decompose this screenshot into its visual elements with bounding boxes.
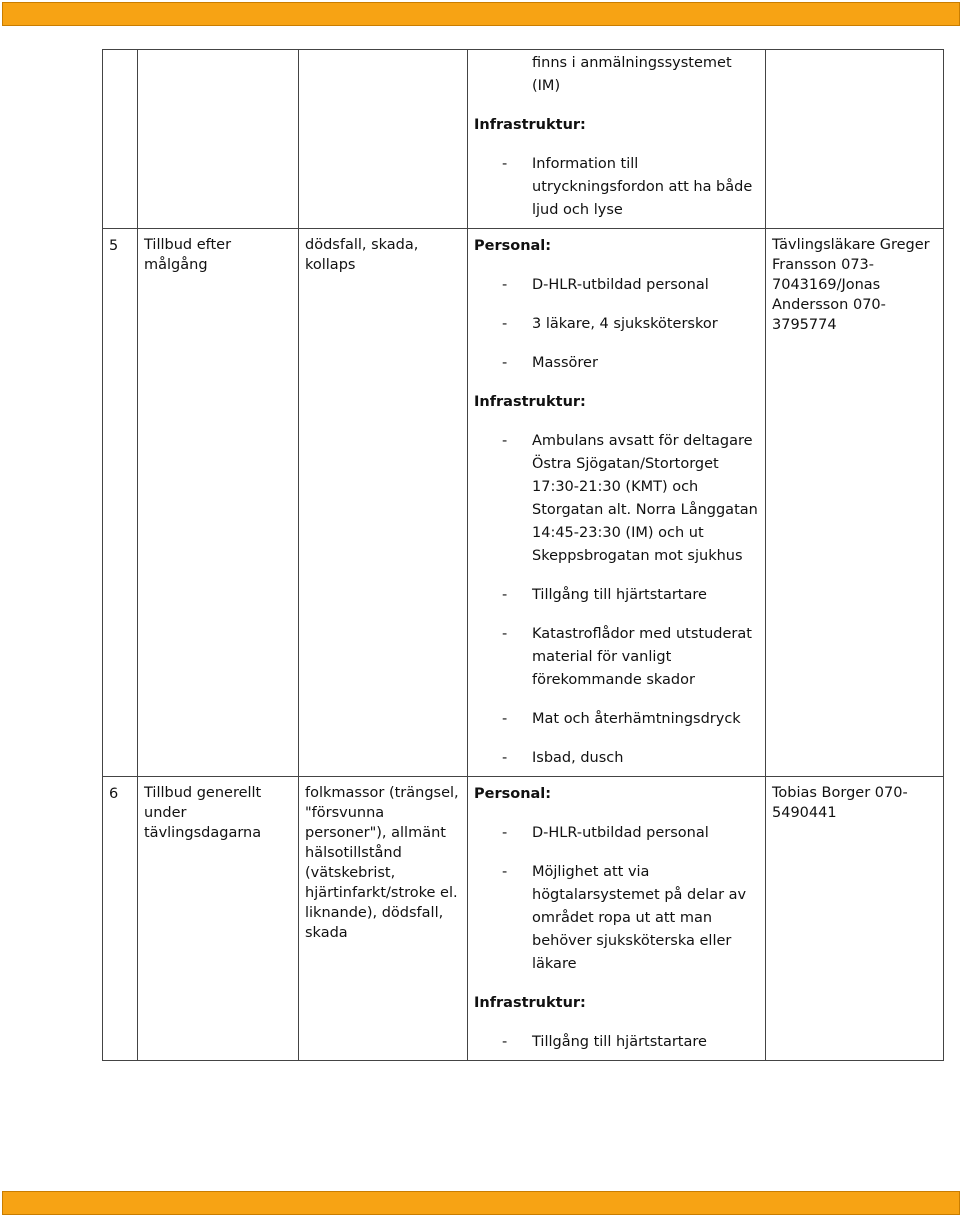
contact-cell: Tävlingsläkare Greger Fransson 073-7043169/Jonas Andersson 070-3795774 bbox=[766, 229, 944, 777]
list-item: - Massörer bbox=[502, 352, 759, 375]
section-heading: Personal: bbox=[474, 786, 552, 802]
consequence-cell bbox=[299, 50, 468, 229]
list-item: - D-HLR-utbildad personal bbox=[502, 274, 759, 297]
continuation-line: finns i anmälningssystemet bbox=[532, 55, 732, 71]
list-item: - D-HLR-utbildad personal bbox=[502, 822, 759, 845]
contact-cell: Tobias Borger 070-5490441 bbox=[766, 777, 944, 1061]
consequence-cell: folkmassor (trängsel, "försvunna personer"), allmänt hälsotillstånd (vätskebrist, hjärtinfarkt/stroke el. liknande), dödsfall, skada bbox=[299, 777, 468, 1061]
num-cell: 5 bbox=[103, 229, 138, 777]
table-row bbox=[103, 777, 944, 1061]
event-cell bbox=[138, 50, 299, 229]
list-item: - Katastroflådor med utstuderat material för vanligt förekommande skador bbox=[502, 623, 759, 692]
footer-bar bbox=[2, 1191, 960, 1215]
event-cell: Tillbud efter målgång bbox=[138, 229, 299, 777]
num-cell bbox=[103, 50, 138, 229]
risk-table bbox=[102, 49, 944, 1061]
list-item: - Tillgång till hjärtstartare bbox=[502, 1031, 759, 1054]
consequence-cell: dödsfall, skada, kollaps bbox=[299, 229, 468, 777]
list-item: - Möjlighet att via högtalarsystemet på delar av området ropa ut att man behöver sjuksköterska eller läkare bbox=[502, 861, 759, 976]
list-item: - Information till utryckningsfordon att ha både ljud och lyse bbox=[502, 153, 759, 222]
section-heading: Infrastruktur: bbox=[474, 394, 586, 410]
list-item: - 3 läkare, 4 sjuksköterskor bbox=[502, 313, 759, 336]
header-bar bbox=[2, 2, 960, 26]
list-item: - Tillgång till hjärtstartare bbox=[502, 584, 759, 607]
section-heading: Infrastruktur: bbox=[474, 995, 586, 1011]
section-heading: Personal: bbox=[474, 238, 552, 254]
continuation-line: (IM) bbox=[532, 78, 561, 94]
measures-cell bbox=[468, 777, 766, 1061]
measures-cell bbox=[468, 50, 766, 229]
event-cell: Tillbud generellt under tävlingsdagarna bbox=[138, 777, 299, 1061]
list-item: - Mat och återhämtningsdryck bbox=[502, 708, 759, 731]
list-item: - Isbad, dusch bbox=[502, 747, 759, 770]
list-item: - Ambulans avsatt för deltagare Östra Sjögatan/Stortorget 17:30-21:30 (KMT) och Storgatan alt. Norra Långgatan 14:45-23:30 (IM) och ut Skeppsbrogatan mot sjukhus bbox=[502, 430, 759, 568]
contact-cell bbox=[766, 50, 944, 229]
num-cell: 6 bbox=[103, 777, 138, 1061]
section-heading: Infrastruktur: bbox=[474, 117, 586, 133]
table-row bbox=[103, 50, 944, 229]
table-row bbox=[103, 229, 944, 777]
measures-cell bbox=[468, 229, 766, 777]
